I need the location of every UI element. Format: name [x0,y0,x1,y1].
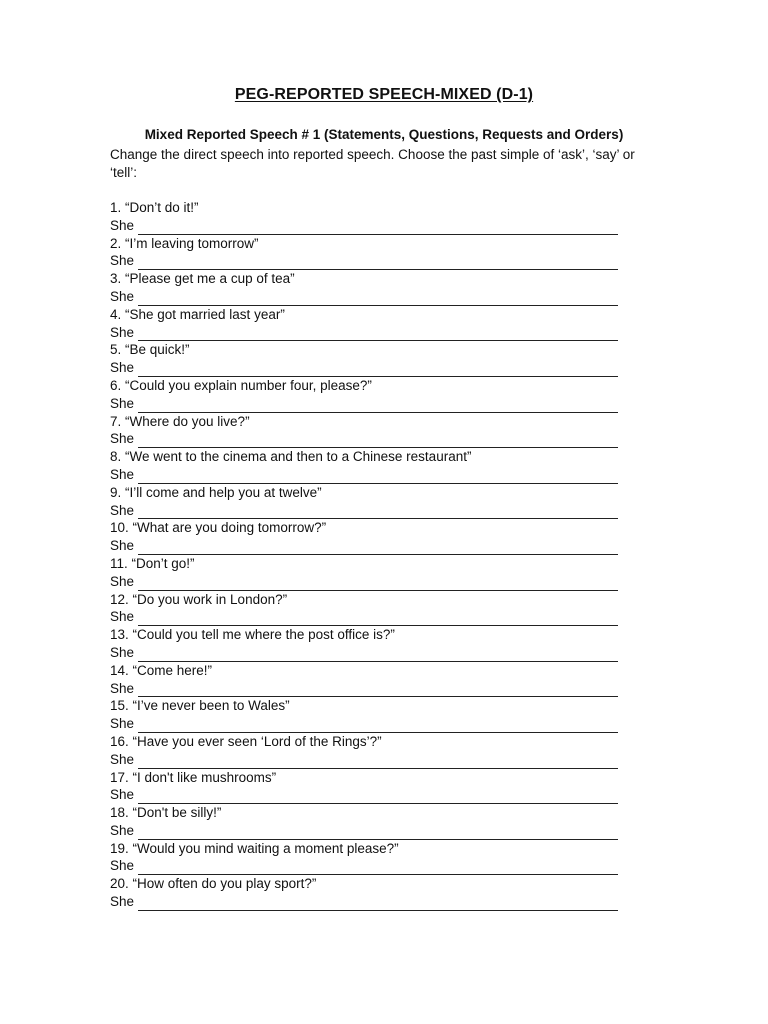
answer-prefix: She [110,609,135,625]
question-item [110,591,620,627]
answer-prefix: She [110,716,135,732]
question-item [110,377,620,413]
answer-prefix: She [110,217,135,233]
answer-row [110,608,620,626]
answer-row [110,573,620,591]
answer-prefix: She [110,894,135,910]
answer-row [110,786,620,804]
answer-blank[interactable] [138,328,618,341]
answer-row [110,537,620,555]
question-item [110,697,620,733]
question-prompt: 7. “Where do you live?” [110,413,250,429]
answer-prefix: She [110,466,135,482]
answer-row [110,857,620,875]
answer-prefix: She [110,680,135,696]
question-item [110,626,620,662]
answer-blank[interactable] [138,293,618,306]
question-item [110,662,620,698]
question-item [110,733,620,769]
question-list [110,199,620,911]
question-item [110,769,620,805]
question-prompt: 8. “We went to the cinema and then to a Chinese restaurant” [110,449,472,465]
answer-blank[interactable] [138,257,618,270]
answer-row [110,466,620,484]
answer-blank[interactable] [138,862,618,875]
answer-row [110,359,620,377]
question-prompt: 6. “Could you explain number four, please?” [110,377,372,393]
answer-row [110,324,620,342]
answer-blank[interactable] [138,791,618,804]
page-title: PEG-REPORTED SPEECH-MIXED (D-1) [234,86,534,103]
answer-blank[interactable] [138,222,618,235]
answer-prefix: She [110,538,135,554]
question-item [110,199,620,235]
answer-blank[interactable] [138,756,618,769]
question-prompt: 10. “What are you doing tomorrow?” [110,520,327,536]
answer-row [110,217,620,235]
instructions-text: Change the direct speech into reported speech. Choose the past simple of ‘ask’, ‘say’ or ‘tell’: [110,147,635,180]
answer-prefix: She [110,644,135,660]
question-item [110,804,620,840]
answer-prefix: She [110,787,135,803]
answer-blank[interactable] [138,720,618,733]
answer-row [110,252,620,270]
answer-prefix: She [110,858,135,874]
question-prompt: 3. “Please get me a cup of tea” [110,271,295,287]
answer-row [110,822,620,840]
answer-prefix: She [110,502,135,518]
question-prompt: 11. “Don’t go!” [110,555,195,571]
question-prompt: 20. “How often do you play sport?” [110,876,317,892]
answer-prefix: She [110,573,135,589]
answer-blank[interactable] [138,578,618,591]
answer-blank[interactable] [138,400,618,413]
question-prompt: 16. “Have you ever seen ‘Lord of the Rings’?” [110,733,382,749]
question-prompt: 14. “Come here!” [110,662,213,678]
question-prompt: 17. “I don't like mushrooms” [110,769,277,785]
answer-row [110,751,620,769]
question-prompt: 12. “Do you work in London?” [110,591,288,607]
question-item [110,484,620,520]
question-prompt: 19. “Would you mind waiting a moment please?” [110,840,399,856]
exercise-subtitle: Mixed Reported Speech # 1 (Statements, Questions, Requests and Orders) [144,127,624,142]
answer-blank[interactable] [138,506,618,519]
question-item [110,341,620,377]
answer-prefix: She [110,253,135,269]
question-prompt: 15. “I’ve never been to Wales” [110,698,290,714]
answer-prefix: She [110,288,135,304]
answer-blank[interactable] [138,542,618,555]
answer-blank[interactable] [138,827,618,840]
answer-prefix: She [110,751,135,767]
question-item [110,448,620,484]
question-prompt: 13. “Could you tell me where the post office is?” [110,627,395,643]
question-prompt: 1. “Don’t do it!” [110,200,199,215]
question-item [110,270,620,306]
answer-blank[interactable] [138,898,618,911]
answer-row [110,502,620,520]
answer-row [110,644,620,662]
question-prompt: 9. “I’ll come and help you at twelve” [110,484,322,500]
answer-row [110,893,620,911]
answer-blank[interactable] [138,684,618,697]
question-prompt: 5. “Be quick!” [110,342,190,358]
answer-blank[interactable] [138,364,618,377]
answer-blank[interactable] [138,613,618,626]
answer-blank[interactable] [138,649,618,662]
question-item [110,306,620,342]
answer-prefix: She [110,395,135,411]
question-prompt: 18. “Don't be silly!” [110,805,222,821]
question-item [110,840,620,876]
question-prompt: 4. “She got married last year” [110,306,285,322]
answer-prefix: She [110,431,135,447]
answer-blank[interactable] [138,471,618,484]
answer-prefix: She [110,360,135,376]
question-prompt: 2. “I’m leaving tomorrow” [110,235,259,251]
question-item [110,875,620,911]
question-item [110,519,620,555]
answer-row [110,288,620,306]
answer-row [110,680,620,698]
question-item [110,235,620,271]
answer-row [110,715,620,733]
answer-prefix: She [110,324,135,340]
answer-row [110,430,620,448]
answer-prefix: She [110,822,135,838]
question-item [110,555,620,591]
answer-row [110,395,620,413]
question-item [110,413,620,449]
answer-blank[interactable] [138,435,618,448]
